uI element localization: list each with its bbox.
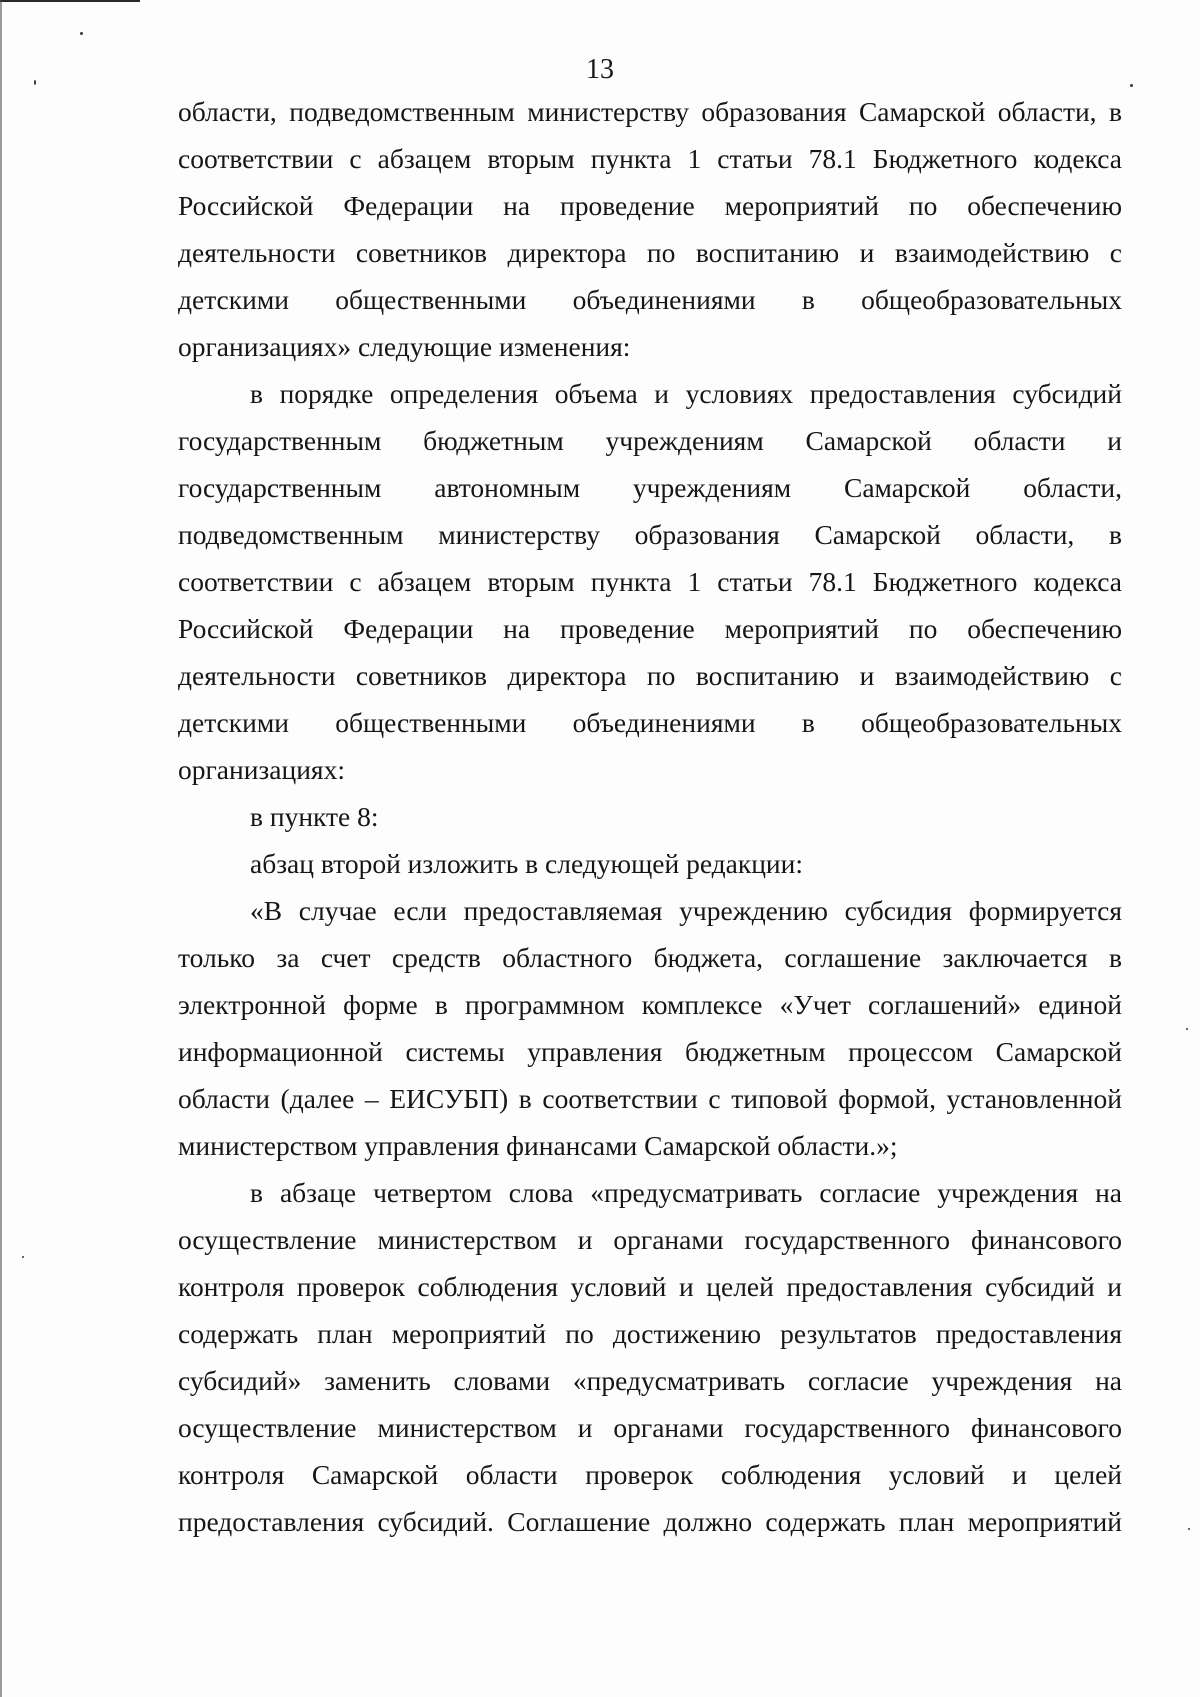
text-line: организациях» следующие изменения: — [178, 331, 631, 362]
text-line: осуществление министерством и органами государственного финансового — [178, 1224, 1122, 1255]
text-line: «В случае если предоставляемая учреждению субсидия формируется — [250, 895, 1122, 926]
scan-speck — [1188, 1528, 1190, 1530]
text-line: подведомственным министерству образования Самарской области, в — [178, 519, 1122, 550]
text-line: деятельности советников директора по воспитанию и взаимодействию с — [178, 660, 1122, 691]
scan-border-left — [0, 0, 2, 1697]
scan-speck — [80, 32, 83, 35]
text-line: осуществление министерством и органами государственного финансового — [178, 1412, 1122, 1443]
text-line: контроля Самарской области проверок соблюдения условий и целей — [178, 1459, 1122, 1490]
text-line: Российской Федерации на проведение мероприятий по обеспечению — [178, 190, 1122, 221]
scan-speck — [22, 1256, 24, 1258]
text-line: контроля проверок соблюдения условий и целей предоставления субсидий и — [178, 1271, 1122, 1302]
text-line: предоставления субсидий. Соглашение должно содержать план мероприятий — [178, 1506, 1122, 1537]
scan-speck — [1186, 1028, 1188, 1030]
scan-border-top — [0, 0, 140, 2]
text-line: министерством управления финансами Самарской области.»; — [178, 1130, 898, 1161]
text-line: субсидий» заменить словами «предусматривать согласие учреждения на — [178, 1365, 1122, 1396]
text-line: детскими общественными объединениями в общеобразовательных — [178, 284, 1122, 315]
text-line: абзац второй изложить в следующей редакции: — [250, 848, 804, 879]
text-line: информационной системы управления бюджетным процессом Самарской — [178, 1036, 1122, 1067]
text-line: в пункте 8: — [250, 801, 379, 832]
text-line: содержать план мероприятий по достижению результатов предоставления — [178, 1318, 1122, 1349]
text-line: только за счет средств областного бюджета, соглашение заключается в — [178, 942, 1122, 973]
text-line: электронной форме в программном комплексе «Учет соглашений» единой — [178, 989, 1122, 1020]
text-line: детскими общественными объединениями в общеобразовательных — [178, 707, 1122, 738]
text-line: соответствии с абзацем вторым пункта 1 статьи 78.1 Бюджетного кодекса — [178, 566, 1122, 597]
page-number: 13 — [586, 54, 614, 85]
text-line: деятельности советников директора по воспитанию и взаимодействию с — [178, 237, 1122, 268]
text-line: области, подведомственным министерству образования Самарской области, в — [178, 96, 1122, 127]
text-line: государственным бюджетным учреждениям Самарской области и — [178, 425, 1122, 456]
text-line: области (далее – ЕИСУБП) в соответствии с типовой формой, установленной — [178, 1083, 1122, 1114]
document-body — [178, 88, 1122, 1545]
text-line: государственным автономным учреждениям Самарской области, — [178, 472, 1122, 503]
text-line: в абзаце четвертом слова «предусматривать согласие учреждения на — [250, 1177, 1122, 1208]
text-line: Российской Федерации на проведение мероприятий по обеспечению — [178, 613, 1122, 644]
text-line: организациях: — [178, 754, 345, 785]
text-line: в порядке определения объема и условиях предоставления субсидий — [250, 378, 1122, 409]
text-line: соответствии с абзацем вторым пункта 1 статьи 78.1 Бюджетного кодекса — [178, 143, 1122, 174]
